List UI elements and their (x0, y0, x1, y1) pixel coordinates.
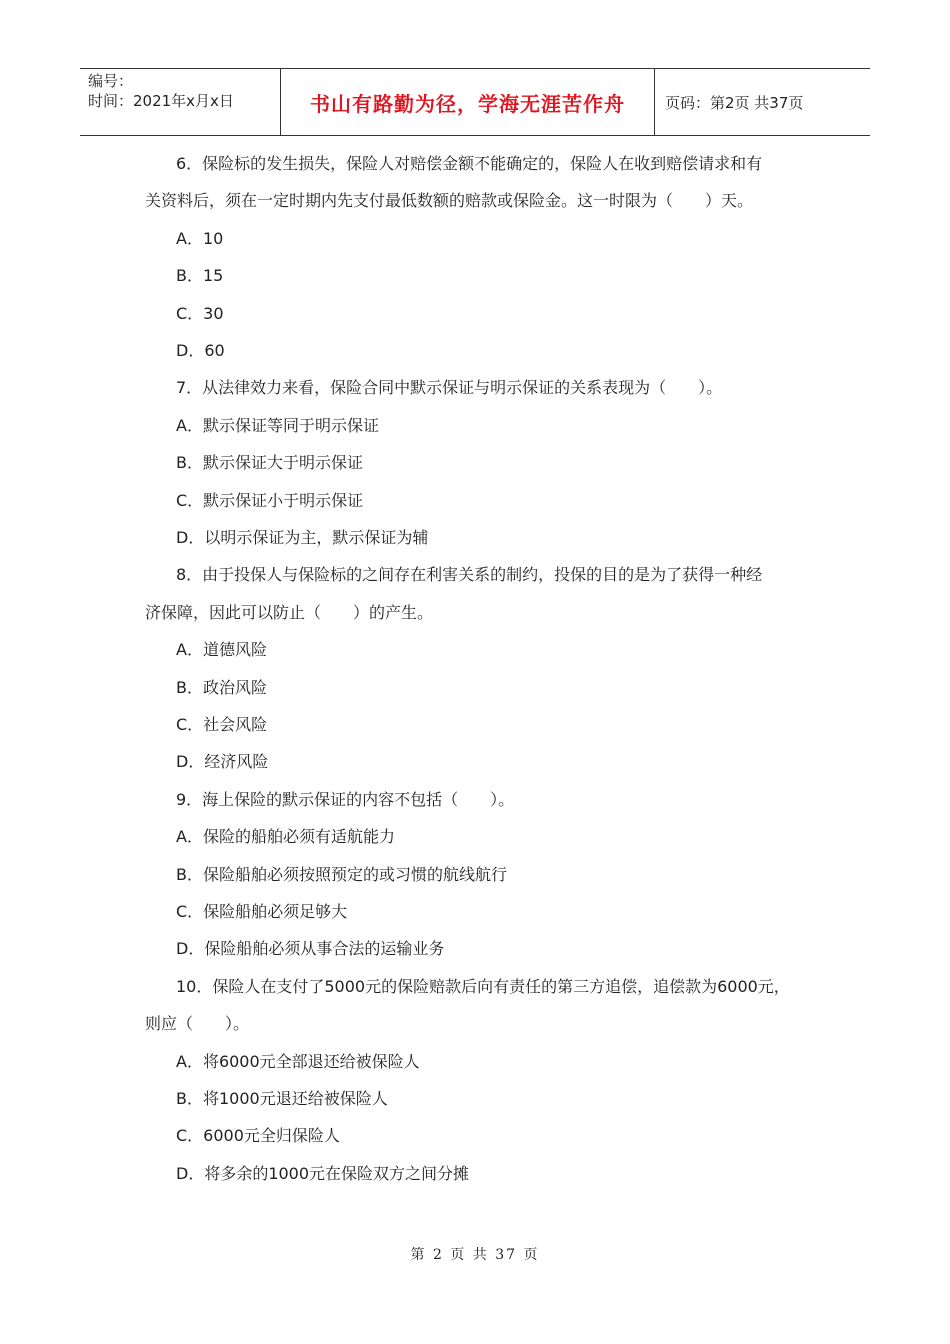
header-motto: 书山有路勤为径，学海无涯苦作舟 (281, 69, 655, 135)
answer-option: B．将1000元退还给被保险人 (176, 1089, 388, 1108)
answer-option: D．60 (176, 341, 225, 360)
answer-option: D．以明示保证为主，默示保证为辅 (176, 528, 429, 547)
question-text: 8．由于投保人与保险标的之间存在利害关系的制约，投保的目的是为了获得一种经 (176, 565, 763, 585)
answer-option: A．道德风险 (176, 640, 267, 660)
answer-option: B．政治风险 (176, 677, 267, 697)
answer-option: A．默示保证等同于明示保证 (176, 415, 379, 435)
page-footer: 第 2 页 共 37 页 (410, 1247, 540, 1263)
answer-option: B．保险船舶必须按照预定的或习惯的航线航行 (176, 864, 507, 884)
header-meta (80, 69, 281, 135)
question-text: 6．保险标的发生损失，保险人对赔偿金额不能确定的，保险人在收到赔偿请求和有 (176, 154, 763, 173)
answer-option: D．保险船舶必须从事合法的运输业务 (176, 939, 445, 959)
answer-option: C．社会风险 (176, 715, 268, 734)
question-text: 9．海上保险的默示保证的内容不包括（ ）。 (176, 789, 515, 809)
question-continuation: 关资料后，须在一定时期内先支付最低数额的赔款或保险金。这一时限为（ ）天。 (145, 191, 754, 211)
number-label: 编号： (88, 72, 134, 90)
answer-option: C．保险船舶必须足够大 (176, 902, 348, 921)
answer-option: A．10 (176, 228, 224, 248)
answer-option: A．将6000元全部退还给被保险人 (176, 1051, 420, 1071)
answer-option: C．6000元全归保险人 (176, 1126, 340, 1146)
answer-option: C．默示保证小于明示保证 (176, 490, 364, 510)
question-text: 7．从法律效力来看，保险合同中默示保证与明示保证的关系表现为（ ）。 (176, 378, 723, 398)
answer-option: B．默示保证大于明示保证 (176, 453, 363, 473)
answer-option: D．经济风险 (176, 752, 269, 772)
question-continuation: 则应（ ）。 (145, 1014, 250, 1034)
answer-option: D．将多余的1000元在保险双方之间分摊 (176, 1163, 470, 1183)
question-text: 10．保险人在支付了5000元的保险赔款后向有责任的第三方追偿，追偿款为6000元， (176, 976, 790, 996)
header-table (80, 68, 870, 136)
answer-option: B．15 (176, 266, 224, 286)
header-page-info: 页码：第2页 共37页 (665, 93, 804, 112)
question-continuation: 济保障，因此可以防止（ ）的产生。 (145, 602, 434, 622)
answer-option: A．保险的船舶必须有适航能力 (176, 827, 395, 847)
time-label: 时间：2021年x月x日 (88, 92, 234, 110)
answer-option: C．30 (176, 303, 224, 323)
